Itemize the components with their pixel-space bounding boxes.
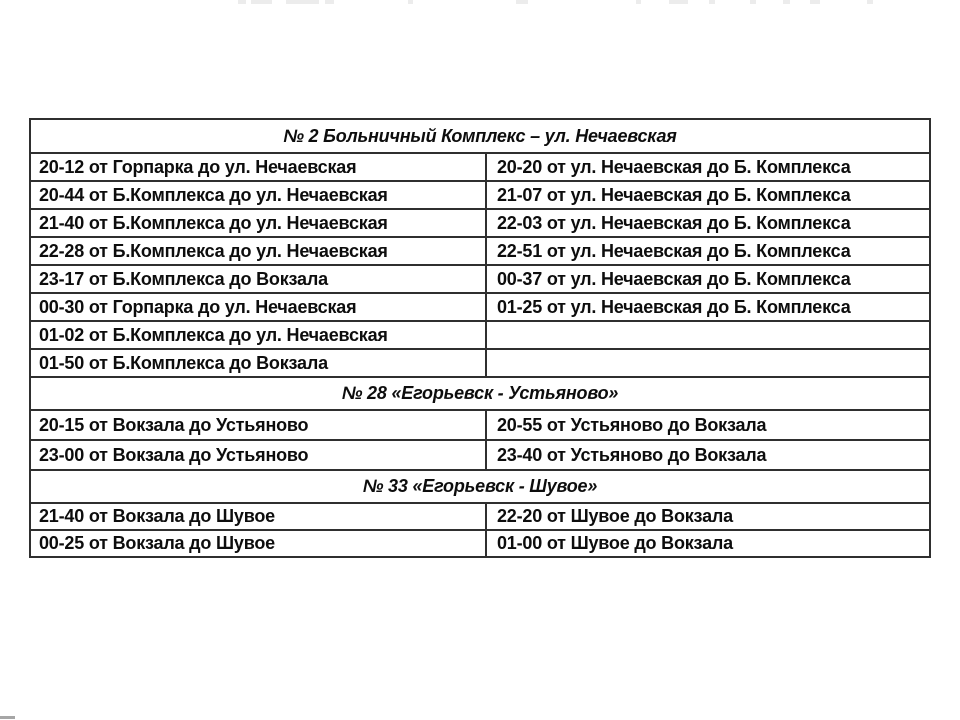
table-row <box>31 180 929 208</box>
cropped-text-fragment <box>669 0 688 4</box>
cropped-text-fragment <box>709 0 715 4</box>
table-row <box>31 529 929 556</box>
left-cell: 21-40 от Вокзала до Шувое <box>39 506 275 526</box>
cropped-text-fragment <box>516 0 528 4</box>
right-cell: 01-25 от ул. Нечаевская до Б. Комплекса <box>485 294 929 320</box>
right-cell: 22-03 от ул. Нечаевская до Б. Комплекса <box>485 210 929 236</box>
table-row <box>31 502 929 529</box>
table-row <box>31 409 929 439</box>
table-row <box>31 152 929 180</box>
cropped-text-fragment <box>750 0 756 4</box>
left-cell: 23-17 от Б.Комплекса до Вокзала <box>39 268 328 289</box>
cropped-text-fragment <box>251 0 272 4</box>
table-row <box>31 264 929 292</box>
cropped-text-artifacts <box>0 0 960 6</box>
schedule-table <box>29 118 931 558</box>
section-header <box>31 376 929 409</box>
left-cell: 20-44 от Б.Комплекса до ул. Нечаевская <box>39 184 388 205</box>
table-row <box>31 348 929 376</box>
cropped-text-fragment <box>238 0 246 4</box>
table-row <box>31 320 929 348</box>
left-cell: 20-15 от Вокзала до Устьяново <box>39 414 309 435</box>
table-row <box>31 292 929 320</box>
left-cell: 00-25 от Вокзала до Шувое <box>39 533 275 553</box>
right-cell: 22-51 от ул. Нечаевская до Б. Комплекса <box>485 238 929 264</box>
right-cell <box>485 350 929 376</box>
cropped-text-fragment <box>810 0 820 4</box>
table-row <box>31 208 929 236</box>
cropped-text-fragment <box>408 0 413 4</box>
section-title: № 2 Больничный Комплекс – ул. Нечаевская <box>283 125 677 146</box>
right-cell: 21-07 от ул. Нечаевская до Б. Комплекса <box>485 182 929 208</box>
left-cell: 21-40 от Б.Комплекса до ул. Нечаевская <box>39 212 388 233</box>
right-cell: 20-55 от Устьяново до Вокзала <box>485 411 929 439</box>
section-title: № 33 «Егорьевск - Шувое» <box>362 476 598 496</box>
left-cell: 20-12 от Горпарка до ул. Нечаевская <box>39 156 357 177</box>
section-header <box>31 469 929 502</box>
cropped-text-fragment <box>325 0 334 4</box>
table-row <box>31 236 929 264</box>
table-row <box>31 439 929 469</box>
left-cell: 22-28 от Б.Комплекса до ул. Нечаевская <box>39 240 388 261</box>
left-cell: 01-50 от Б.Комплекса до Вокзала <box>39 352 328 373</box>
cropped-text-fragment <box>636 0 641 4</box>
left-cell: 23-00 от Вокзала до Устьяново <box>39 444 309 465</box>
cropped-text-fragment <box>783 0 790 4</box>
right-cell: 01-00 от Шувое до Вокзала <box>485 531 929 556</box>
left-cell: 01-02 от Б.Комплекса до ул. Нечаевская <box>39 324 388 345</box>
right-cell: 23-40 от Устьяново до Вокзала <box>485 441 929 469</box>
right-cell: 20-20 от ул. Нечаевская до Б. Комплекса <box>485 154 929 180</box>
section-title: № 28 «Егорьевск - Устьяново» <box>341 383 619 403</box>
cropped-text-fragment <box>286 0 319 4</box>
right-cell: 22-20 от Шувое до Вокзала <box>485 504 929 529</box>
right-cell <box>485 322 929 348</box>
cropped-text-fragment <box>867 0 873 4</box>
corner-mark <box>0 716 15 719</box>
left-cell: 00-30 от Горпарка до ул. Нечаевская <box>39 296 357 317</box>
right-cell: 00-37 от ул. Нечаевская до Б. Комплекса <box>485 266 929 292</box>
section-header <box>31 120 929 152</box>
